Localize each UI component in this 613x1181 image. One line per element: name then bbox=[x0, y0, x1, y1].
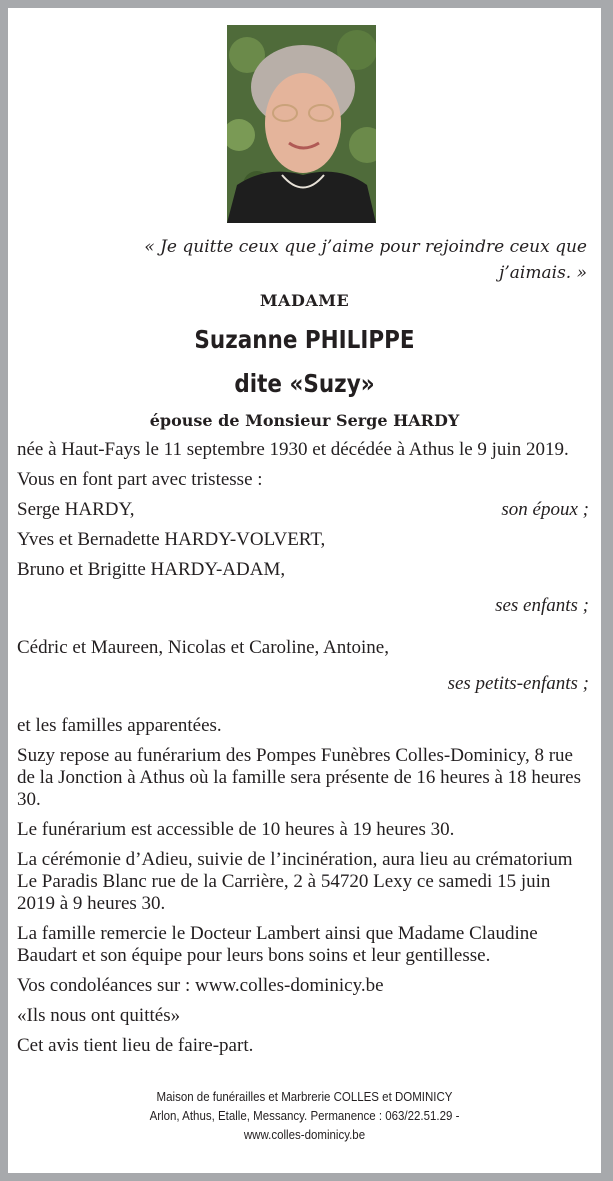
husband-line bbox=[17, 499, 589, 521]
grandchildren-role: ses petits-enfants ; bbox=[447, 673, 589, 694]
footer-line-1: Maison de funérailles et Marbrerie COLLES et DOMINICY bbox=[156, 1090, 453, 1104]
husband-role: son époux ; bbox=[501, 499, 589, 520]
access-hours-text: Le funérarium est accessible de 10 heures à 19 heures 30. bbox=[17, 819, 455, 840]
obituary-body bbox=[17, 439, 589, 1065]
thanks-text: La famille remercie le Docteur Lambert ainsi que Madame Claudine Baudart et son équipe pour leurs bons soins et leur gentillesse. bbox=[17, 923, 538, 966]
deceased-name: Suzanne PHILIPPE bbox=[194, 325, 415, 354]
ils-nous-text: «Ils nous ont quittés» bbox=[17, 1005, 181, 1026]
honorific: MADAME bbox=[259, 291, 350, 310]
portrait-photo bbox=[227, 25, 376, 223]
ceremony-text: La cérémonie d’Adieu, suivie de l’incinération, aura lieu au crématorium Le Paradis Blanc rue de la Carrière, 2 à 54720 Lexy ce samedi 15 juin 2019 à 9 heures 30. bbox=[17, 849, 573, 914]
husband-name: Serge HARDY, bbox=[17, 499, 135, 520]
child-line: Bruno et Brigitte HARDY-ADAM, bbox=[17, 559, 286, 580]
spouse-line: épouse de Monsieur Serge HARDY bbox=[149, 411, 460, 430]
footer bbox=[8, 1088, 601, 1145]
funeral-home-text: Suzy repose au funérarium des Pompes Funèbres Colles-Dominicy, 8 rue de la Jonction à Athus où la famille sera présente de 16 heures à 18 heures 30. bbox=[17, 745, 582, 810]
children-role: ses enfants ; bbox=[495, 595, 589, 616]
grandchildren-line: Cédric et Maureen, Nicolas et Caroline, Antoine, bbox=[17, 637, 389, 658]
footer-website: www.colles-dominicy.be bbox=[243, 1128, 366, 1142]
child-line: Yves et Bernadette HARDY-VOLVERT, bbox=[17, 529, 326, 550]
announcement-text: Vous en font part avec tristesse : bbox=[17, 469, 263, 490]
epigraph-quote: « Je quitte ceux que j’aime pour rejoindre ceux que j’aimais. » bbox=[144, 237, 587, 283]
obituary-card bbox=[8, 8, 601, 1173]
birth-death-text: née à Haut-Fays le 11 septembre 1930 et décédée à Athus le 9 juin 2019. bbox=[17, 439, 569, 460]
notice-text: Cet avis tient lieu de faire-part. bbox=[17, 1035, 254, 1056]
footer-line-2: Arlon, Athus, Etalle, Messancy. Permanence : 063/22.51.29 - bbox=[149, 1109, 460, 1123]
family-text: et les familles apparentées. bbox=[17, 715, 222, 736]
deceased-nickname: dite «Suzy» bbox=[234, 369, 375, 398]
condolences-text: Vos condoléances sur : www.colles-dominicy.be bbox=[17, 975, 384, 996]
